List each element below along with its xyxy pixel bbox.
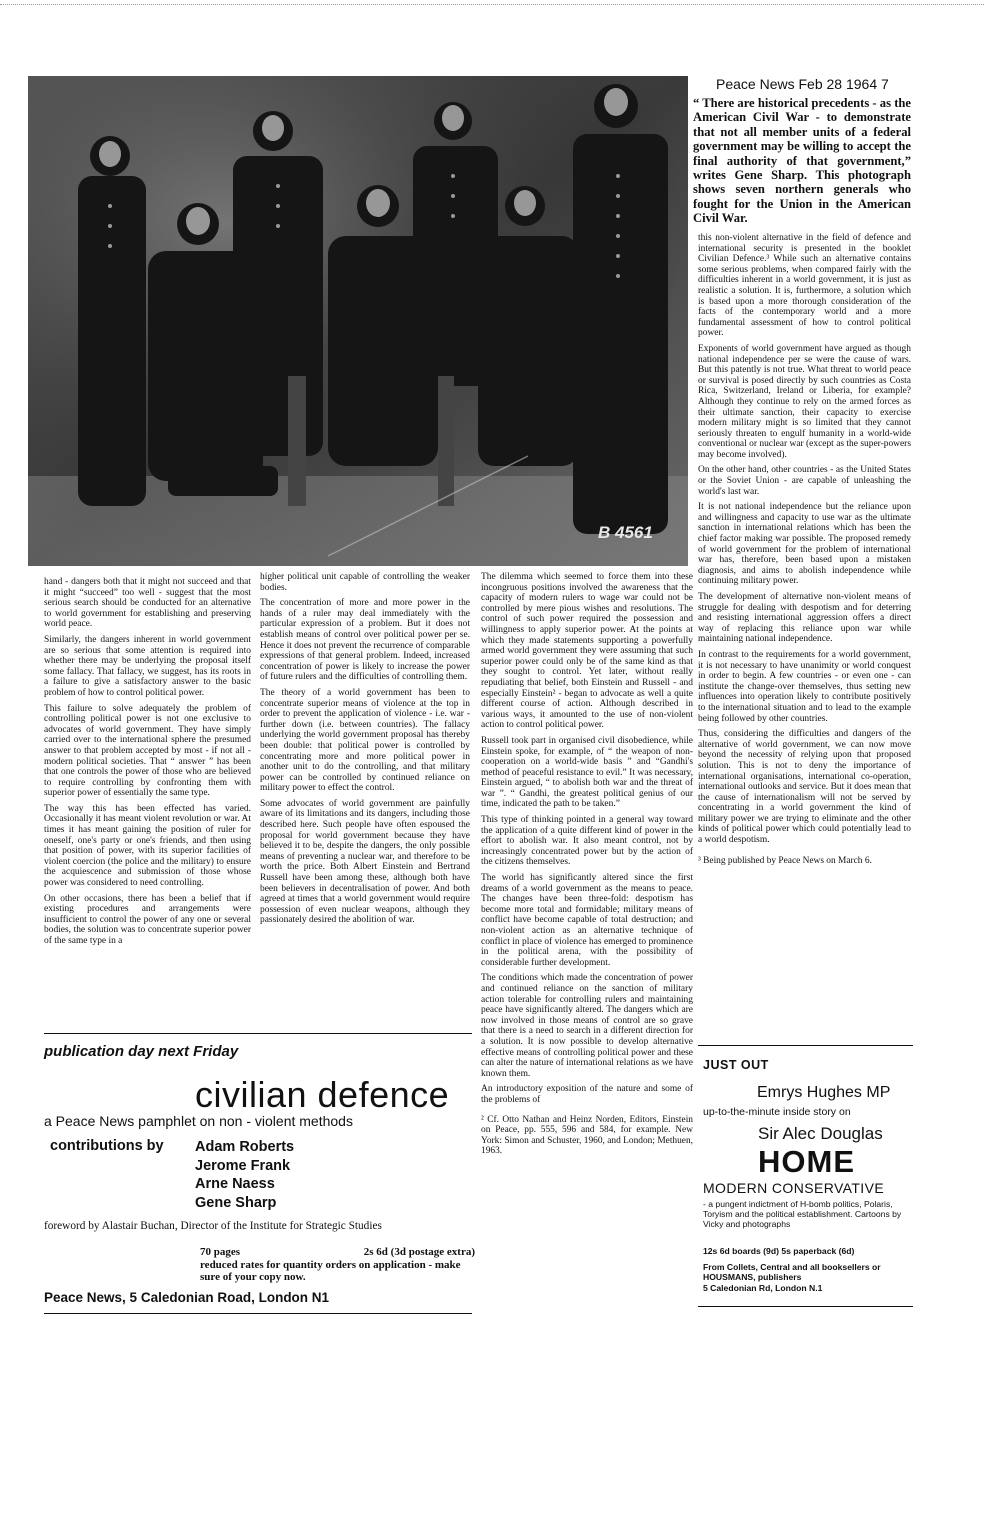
civil-war-generals-photo bbox=[28, 76, 688, 566]
ad-foreword: foreword by Alastair Buchan, Director of the Institute for Strategic Studies bbox=[44, 1220, 382, 1232]
paragraph: Russell took part in organised civil disobedience, while Einstein spoke, for example, of “ the weapon of non-cooperation on a world-wide basis ” and “Gandhi's method of peaceful resistance to evil.” It was necessary, Einstein argued, “ to abolish both war and the threat of war ”. “ Gandhi, the greatest political genius of our time, indicated the path to be taken.” bbox=[481, 735, 693, 810]
paragraph: On the other hand, other countries - as the United States or the Soviet Union - are capable of unleashing the world's last war. bbox=[698, 465, 911, 497]
article-column-3 bbox=[481, 572, 693, 1162]
paragraph: In contrast to the requirements for a world government, it is not necessary to have unanimity or world conquest in order to begin. A few countries - or even one - can institute the change-over themselves, thus setting new influences into operation likely to contribute positively to the international situation and to lead to the example being followed by other countries. bbox=[698, 649, 911, 724]
page-edge-rule bbox=[0, 4, 984, 5]
section-rule bbox=[698, 1306, 913, 1307]
ad-contributors-list bbox=[195, 1138, 294, 1212]
footnote: ² Cf. Otto Nathan and Heinz Norden, Editors, Einstein on Peace, pp. 555, 596 and 584, for example. New York: Simon and Schuster, 1960, and London; Methuen, 1963. bbox=[481, 1114, 693, 1157]
section-rule bbox=[44, 1033, 472, 1034]
paragraph: It is not national independence but the reliance upon and willingness and capacity to use war as the ultimate sanction in international relations which has been the chief factor making war possible. The proposed remedy of world government for the problem of international war has, therefore, been based upon a mistaken diagnosis, and aims to abolish independence while continuing military power. bbox=[698, 502, 911, 587]
availability-line: From Collets, Central and all booksellers or bbox=[703, 1262, 881, 1272]
paragraph: An introductory exposition of the nature and some of the problems of bbox=[481, 1084, 693, 1105]
paragraph: Exponents of world government have argued as though national independence per se were the cause of wars. But this patently is not true. What threat to world peace or survival is posed directly by such countries as Costa Rica, Switzerland, Ireland or Liberia, for example? Although they continue to rely on the armed forces as their ultimate sanction, their capacity to exercise modern military might is so limited that they cannot seriously threaten to engulf humanity in a world-wide conventional or nuclear war (except as the super-powers may become involved). bbox=[698, 343, 911, 460]
article-column-4 bbox=[698, 233, 911, 871]
section-rule bbox=[698, 1045, 913, 1046]
ad-contributions-label: contributions by bbox=[50, 1138, 164, 1154]
book-ad-description: - a pungent indictment of H-bomb politics, Polaris, Toryism and the political establishment. Cartoons by Vicky and photographs bbox=[703, 1199, 902, 1229]
paragraph: Similarly, the dangers inherent in world government are so serious that some attention is required into whether there may be underlying the proposal itself some fallacy. That fallacy, we suggest, has its roots in a failure to give a satisfactory answer to the basic problem of how to control political power. bbox=[44, 634, 251, 698]
ad-address: Peace News, 5 Caledonian Road, London N1 bbox=[44, 1290, 330, 1305]
availability-line: HOUSMANS, publishers bbox=[703, 1272, 802, 1283]
contributor-name: Adam Roberts bbox=[195, 1139, 295, 1155]
paragraph: The concentration of more and more power in the hands of a ruler may deal immediately with the particular expression of a problem. But it does not establish means of control over political power per se. Hence it does not prevent the recurrence of comparable expressions of that general problem. Indeed, increased concentration of power is likely to increase the power of future rulers and the difficulties of controlling them. bbox=[260, 598, 470, 683]
ad-pamphlet-title: civilian defence bbox=[195, 1074, 450, 1115]
paragraph: Some advocates of world government are painfully aware of its limitations and its dangers, including those described here. Such people have often espoused the proposal for world government because they have believed it to be, despite the dangers, the only possible means of preventing a nuclear war, and therefore to be worth the price. Both Albert Einstein and Bertrand Russell have been among these, although both have been believers in decentralisation of power. And both agreed at times that a world government would require possession of even nuclear weapons, although they passionately desired the abolition of war. bbox=[260, 798, 470, 926]
article-column-1 bbox=[44, 577, 251, 952]
paragraph: The dilemma which seemed to force them into these incongruous positions involved the awareness that the capacity of modern rulers to wage war could not be controlled by mere pious wishes and resolutions. The control of such power required the possession and willingness to apply superior power. At the points at which they made statements supporting a powerfully armed world government they were assuming that such superior power could only be of the same kind as that they sought to control. Yet later, without really repudiating that belief, both Einstein and Russell - and especially Einstein² - began to advocate as well a quite different course of action. Although described in various ways, it amounted to the use of non-violent action to control political power. bbox=[481, 572, 693, 731]
book-ad-label: JUST OUT bbox=[703, 1058, 769, 1072]
book-ad-title-line-2: HOME bbox=[758, 1144, 855, 1179]
book-ad-title-line-1: Sir Alec Douglas bbox=[758, 1124, 883, 1143]
contributor-name: Jerome Frank bbox=[195, 1157, 291, 1174]
paragraph: The theory of a world government has been to concentrate superior means of violence at the top in order to prevent the application of violence - i.e. war - further down (i.e. between countries). The fallacy underlying the world government proposal has thereby been double: that political power is controlled by concentrating more and more political power in another unit to do the controlling, and that military power can be controlled by continued reliance on military power to effect the control. bbox=[260, 687, 470, 794]
section-rule bbox=[44, 1313, 472, 1314]
paragraph: The conditions which made the concentration of power and continued reliance on the sanction of military action tolerable for controlling rulers and maintaining peace have significantly altered. The dangers which are now involved in those means of control are so grave that there is a need to search in a different direction for a solution. It is now possible to develop alternative effective means of controlling political power and these can alter the nature of international relations as we have known them. bbox=[481, 973, 693, 1079]
article-column-2 bbox=[260, 572, 470, 931]
paragraph: The world has significantly altered since the first dreams of a world government as the means to peace. The changes have been three-fold: despotism has become more total and formidable; military means of conflict have become capable of total destruction; and non-violent action as an alternative technique of conflict in place of violence has emerged to prominence in the political arena, with the possibility of considerable further development. bbox=[481, 873, 693, 968]
paragraph: higher political unit capable of controlling the weaker bodies. bbox=[260, 572, 470, 593]
ad-page-count: 70 pages bbox=[200, 1246, 241, 1258]
availability-line: 5 Caledonian Rd, London N.1 bbox=[703, 1282, 823, 1293]
book-ad-price: 12s 6d boards (9d) 5s paperback (6d) bbox=[703, 1246, 855, 1256]
paragraph: On other occasions, there has been a belief that if existing procedures and arrangements were insufficient to control the power of any one or several bodies, the solution was to concentrate superior power of the same type in a bbox=[44, 893, 251, 946]
paragraph: This failure to solve adequately the problem of controlling political power is not one exclusive to advocates of world government. They have simply carried over to the international sphere the presumed answer to that problem accepted by most - if not all - modern political societies. That “ answer ” has been that one controls the power of those who are believed to require controlling by confronting them with superior power of essentially the same type. bbox=[44, 703, 251, 799]
paragraph: This type of thinking pointed in a general way toward the application of a quite different kind of power in the effort to abolish war. It also meant control, not by increasingly concentrated power but by the action of the citizens themselves. bbox=[481, 815, 693, 868]
contributor-name: Arne Naess bbox=[195, 1176, 275, 1192]
paragraph: hand - dangers both that it might not succeed and that it might “succeed” too well - suggest that the most serious search should be conducted for an alternative to world government for establishing and preserving world peace. bbox=[44, 577, 251, 630]
paragraph: this non-violent alternative in the field of defence and international security is presented in the booklet Civilian Defence.³ While such an alternative contains some serious problems, when compared fairly with the difficulties inherent in a world government, it is just as realistic a solution. It is, furthermore, a solution which is based upon a more thorough consideration of the facts of the contemporary world and a more fundamental assessment of how to control political power. bbox=[698, 233, 911, 339]
paragraph: Thus, considering the difficulties and dangers of the alternative of world government, we can now move beyond the necessity of relying upon that proposed solution. This is not to deny the importance of international organisations, international co-operation, international outlooks and service. But it does mean that the cause of internationalism will not be served by concentrating in a world government the kind of military power we are trying to eliminate and the other kinds of political power which could potentially lead to a world despotism. bbox=[698, 729, 911, 846]
footnote: ³ Being published by Peace News on March 6. bbox=[698, 855, 872, 866]
ad-pamphlet-subtitle: a Peace News pamphlet on non - violent methods bbox=[44, 1113, 353, 1129]
ad-publication-day: publication day next Friday bbox=[44, 1043, 239, 1060]
photo-archive-stamp: B 4561 bbox=[598, 523, 653, 542]
paragraph: The development of alternative non-violent means of struggle for dealing with despotism and for deterring and resisting international aggression offers a direct way of replacing this reliance upon war while maintaining national independence. bbox=[698, 592, 911, 645]
ad-price: 2s 6d (3d postage extra) bbox=[363, 1246, 475, 1258]
book-ad-availability bbox=[703, 1262, 913, 1293]
photo-illustration bbox=[28, 76, 688, 566]
photo-caption: “ There are historical precedents - as the American Civil War - to demonstrate that not all member units of a federal government may be willing to accept the final authority of that government,” writes Gene Sharp. This photograph shows seven northern generals who fought for the Union in the American Civil War. bbox=[693, 96, 911, 226]
ad-pages-price bbox=[200, 1246, 475, 1284]
paragraph: The way this has been effected has varied. Occasionally it has meant violent revolution or war. At times it has meant gaining the position of ruler for oneself, one's party or one's friends, and then using that position of power, with its superior facilities of violent coercion (the police and the military) to ensure the acquiescence and submission of those whose power was considered to need controlling. bbox=[44, 803, 251, 889]
contributor-name: Gene Sharp bbox=[195, 1194, 277, 1211]
book-ad-intro: up-to-the-minute inside story on bbox=[703, 1106, 851, 1118]
book-ad-subtitle: MODERN CONSERVATIVE bbox=[703, 1180, 885, 1196]
book-ad-author: Emrys Hughes MP bbox=[757, 1084, 891, 1101]
page-masthead: Peace News Feb 28 1964 7 bbox=[716, 76, 889, 92]
ad-quantity-rates: reduced rates for quantity orders on application - make sure of your copy now. bbox=[200, 1258, 461, 1283]
